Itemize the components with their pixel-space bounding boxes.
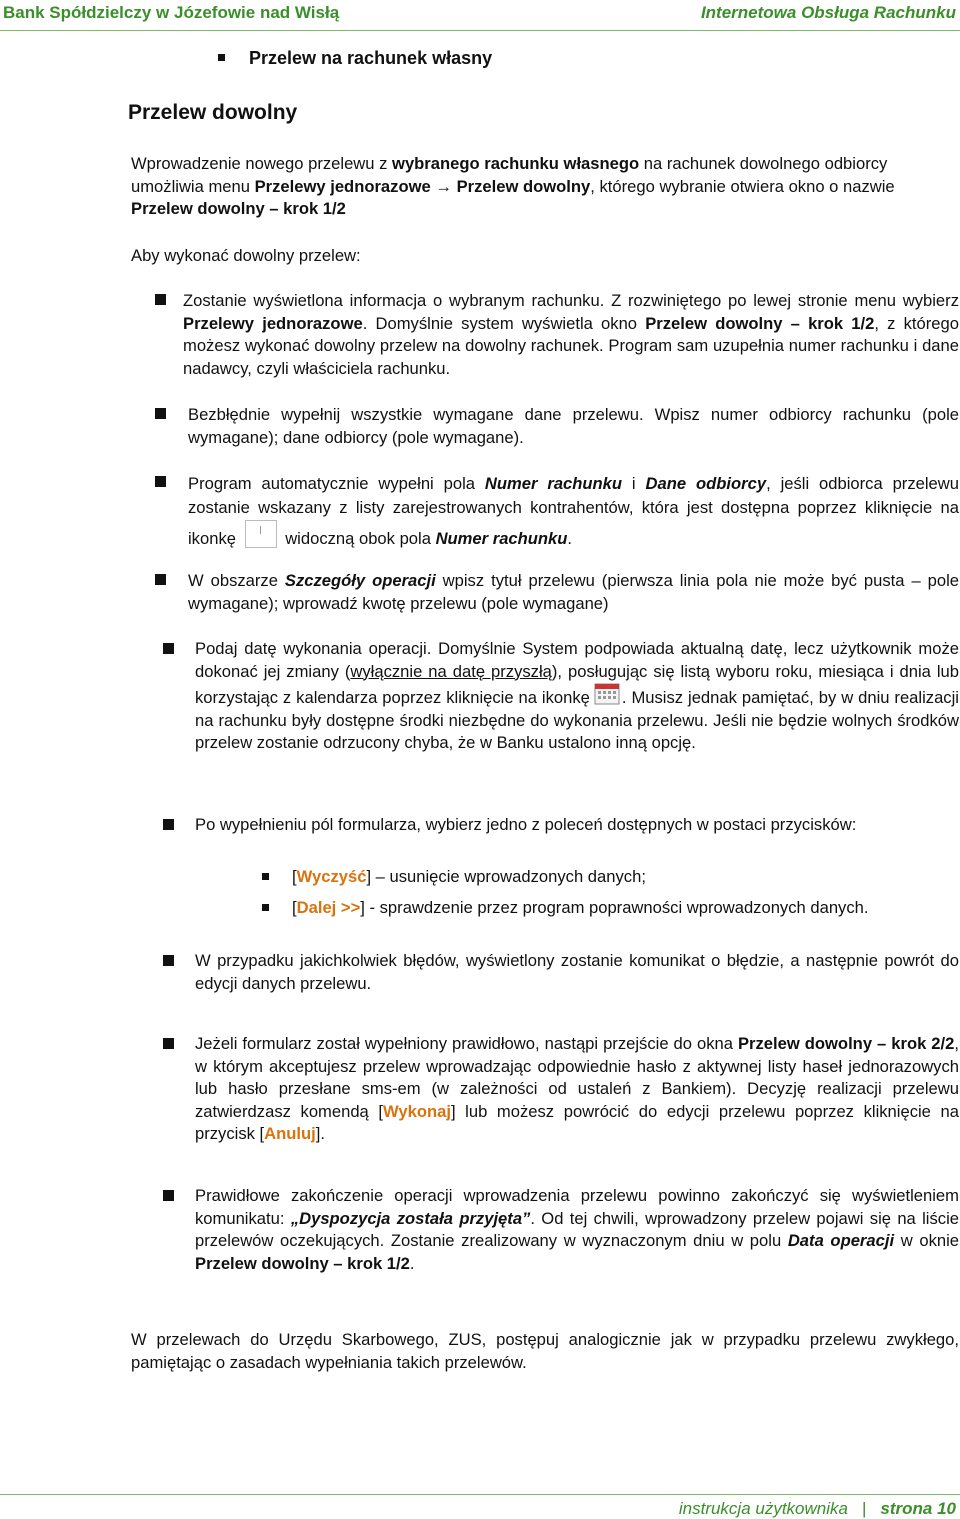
bullet-icon xyxy=(163,1038,174,1049)
b5-text-1: Podaj datę wykonania operacji. Domyślnie System podpowiada aktualną datę, lecz użytkownik może dokonać jej zmiany ( xyxy=(195,639,959,681)
section-title: Przelew dowolny xyxy=(128,101,298,124)
top-item-text: Przelew na rachunek własny xyxy=(249,48,493,68)
bullet-icon xyxy=(163,955,174,966)
bullet-2: Bezbłędnie wypełnij wszystkie wymagane dane przelewu. Wpisz numer odbiorcy rachunku (pole wymagane); dane odbiorcy (pole wymagane). xyxy=(188,405,959,447)
b3-text-2: i xyxy=(622,474,646,493)
b8-text-2: , w którym akceptujesz przelew wprowadzając odpowiednie hasło z aktywnej listy haseł jednorazowych lub hasło przesłane sms-em (w zależności od ustaleń z Bankiem). Decyzję realizacji przelewu zatwierdzasz komendą [ xyxy=(195,1034,959,1121)
bullet-8 xyxy=(195,1033,959,1146)
bullet-9 xyxy=(195,1185,959,1275)
bullet-icon xyxy=(163,643,174,654)
bracket-open: [ xyxy=(292,867,297,886)
option-next xyxy=(292,897,959,920)
option-clear-text: ] – usunięcie wprowadzonych danych; xyxy=(366,867,646,886)
bracket-open: [ xyxy=(292,898,297,917)
b1-bold-2: Przelew dowolny – krok 1/2 xyxy=(645,313,875,333)
b8-text-3: ] lub możesz powrócić do edycji przelewu poprzez kliknięcie na przycisk [ xyxy=(195,1101,959,1143)
b8-text-1: Jeżeli formularz został wypełniony prawidłowo, nastąpi przejście do okna xyxy=(195,1034,738,1053)
b1-text-2: . Domyślnie system wyświetla okno xyxy=(362,313,646,333)
arrow-icon: → xyxy=(435,176,452,196)
bullet-icon xyxy=(163,1190,174,1201)
footer-rule xyxy=(0,1494,960,1495)
intro-text-2: na rachunek dowolnego odbiorcy umożliwia menu xyxy=(131,154,888,196)
page-number: strona 10 xyxy=(880,1499,956,1518)
intro-bold-2: Przelewy jednorazowe xyxy=(254,176,431,196)
bullet-4 xyxy=(188,570,959,615)
b5-text-2: ), posługując się listą wyboru roku, miesiąca i dnia lub korzystając z kalendarza poprzez kliknięcie na ikonkę xyxy=(195,661,960,707)
b3-text-1: Program automatycznie wypełni pola xyxy=(188,474,485,493)
intro-text-1: Wprowadzenie nowego przelewu z xyxy=(131,154,393,173)
b4-bold-italic-1: Szczegóły operacji xyxy=(284,571,436,590)
b1-bold-1: Przelewy jednorazowe xyxy=(183,313,363,333)
option-next-text: ] - sprawdzenie przez program poprawności wprowadzonych danych. xyxy=(360,898,869,917)
clear-button-label: Wyczyść xyxy=(296,867,367,886)
bullet-icon xyxy=(155,294,166,305)
b9-text-2: . Od tej chwili, wprowadzony przelew pojawi się na liście przelewów oczekujących. Zostanie zrealizowany w wyznaczonym dniu w polu xyxy=(195,1208,959,1250)
b9-text-4: . xyxy=(409,1253,415,1273)
bullet-1 xyxy=(183,290,959,380)
sub-bullet-icon xyxy=(262,873,269,880)
closing-paragraph: W przelewach do Urzędu Skarbowego, ZUS, postępuj analogicznie jak w przypadku przelewu zwykłego, pamiętając o zasadach wypełniania takich przelewów. xyxy=(131,1330,959,1372)
intro-paragraph xyxy=(131,153,959,221)
contacts-list-icon[interactable] xyxy=(245,520,277,548)
intro-text-3: , którego wybranie otwiera okno o nazwie xyxy=(590,176,895,196)
intro-bold-3: Przelew dowolny xyxy=(456,176,591,196)
b5-text-3: . Musisz jednak pamiętać, by w dniu realizacji na rachunku były dostępne środki niezbędne do wykonania przelewu. Jeśli nie będzie wolnych środków przelew zostanie odrzucony chyba, że w Banku ustalono inną opcję. xyxy=(195,688,959,752)
execute-button-label: Wykonaj xyxy=(383,1101,451,1121)
bullet-5 xyxy=(195,638,959,755)
footer-separator: | xyxy=(861,1499,867,1518)
b3-bold-italic-2: Dane odbiorcy xyxy=(645,474,767,493)
bullet-7: W przypadku jakichkolwiek błędów, wyświetlony zostanie komunikat o błędzie, a następnie powrót do edycji danych przelewu. xyxy=(195,951,959,993)
system-name: Internetowa Obsługa Rachunku xyxy=(700,3,956,22)
b1-text-3: , z którego możesz wykonać dowolny przelew na dowolny rachunek. Program sam uzupełnia numer rachunku i dane nadawcy, czyli właściciela rachunku. xyxy=(183,313,959,378)
b3-bold-italic-3: Numer rachunku xyxy=(435,529,568,548)
bank-name: Bank Spółdzielczy w Józefowie nad Wisłą xyxy=(3,3,340,22)
b4-text-1: W obszarze xyxy=(188,571,285,590)
footer xyxy=(679,1499,956,1519)
calendar-icon[interactable] xyxy=(594,683,620,705)
option-clear xyxy=(292,866,959,889)
next-button-label: Dalej >> xyxy=(296,898,361,917)
b8-bold-1: Przelew dowolny – krok 2/2 xyxy=(737,1034,955,1053)
b3-text-4: widoczną obok pola xyxy=(280,529,436,548)
bullet-3 xyxy=(188,472,959,551)
intro-bold-4: Przelew dowolny – krok 1/2 xyxy=(131,199,346,218)
footer-label: instrukcja użytkownika xyxy=(678,1499,848,1518)
bullet-icon xyxy=(155,408,166,419)
intro-bold-1: wybranego rachunku własnego xyxy=(392,154,640,173)
b1-text-1: Zostanie wyświetlona informacja o wybranym rachunku. Z rozwiniętego po lewej stronie menu wybierz xyxy=(183,291,959,310)
header-rule xyxy=(0,30,960,31)
lead-text: Aby wykonać dowolny przelew: xyxy=(131,246,361,265)
bullet-icon xyxy=(155,574,166,585)
b5-underlined: wyłącznie na datę przyszłą xyxy=(350,661,552,681)
b9-text-1: Prawidłowe zakończenie operacji wprowadzenia przelewu powinno zakończyć się wyświetleniem komunikatu: xyxy=(195,1186,959,1228)
bullet-icon xyxy=(163,819,174,830)
sub-bullet-icon xyxy=(262,904,269,911)
bullet-icon xyxy=(155,476,166,487)
b3-text-3: , jeśli odbiorca przelewu zostanie wskazany z listy zarejestrowanych kontrahentów, która jest dostępna poprzez kliknięcie na ikonkę xyxy=(188,474,959,548)
b4-text-2: wpisz tytuł przelewu (pierwsza linia pola nie może być pusta – pole wymagane); wprowadź kwotę przelewu (pole wymagane) xyxy=(188,571,959,613)
b9-text-3: w oknie xyxy=(894,1231,960,1250)
b8-text-4: ]. xyxy=(315,1124,326,1143)
b3-text-5: . xyxy=(567,529,573,548)
b9-bold-1: Przelew dowolny – krok 1/2 xyxy=(195,1253,410,1273)
b9-bold-italic-2: Data operacji xyxy=(787,1231,895,1250)
b9-bold-italic-1: „Dyspozycja została przyjęta” xyxy=(290,1208,531,1228)
b3-bold-italic-1: Numer rachunku xyxy=(484,474,623,493)
cancel-button-label: Anuluj xyxy=(264,1124,316,1143)
bullet-icon xyxy=(218,54,225,61)
top-list-item xyxy=(218,48,492,69)
bullet-6: Po wypełnieniu pól formularza, wybierz jedno z poleceń dostępnych w postaci przycisków: xyxy=(195,815,857,834)
